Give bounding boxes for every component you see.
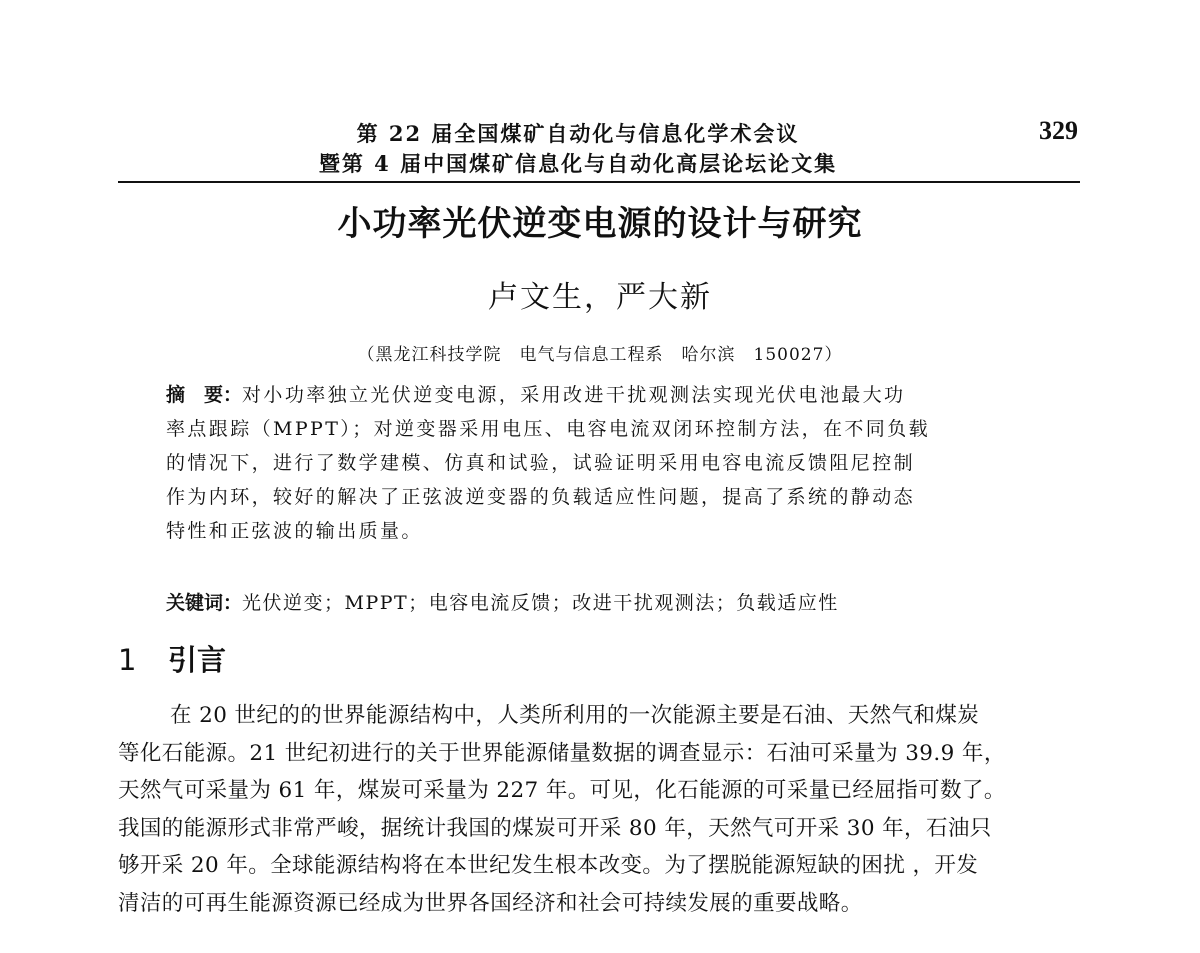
abstract-line: 的情况下，进行了数学建模、仿真和试验，试验证明采用电容电流反馈阻尼控制 [166, 452, 916, 474]
body-line: 在 20 世纪的的世界能源结构中，人类所利用的一次能源主要是石油、天然气和煤炭 [170, 703, 980, 728]
body-line: 天然气可采量为 61 年，煤炭可采量为 227 年。可见，化石能源的可采量已经屈指可数了。 [118, 778, 1006, 803]
body-line: 够开采 20 年。全球能源结构将在本世纪发生根本改变。为了摆脱能源短缺的困扰 ，开发 [118, 853, 979, 878]
keywords-label: 关键词： [166, 592, 243, 614]
abstract-label: 摘 要： [166, 384, 243, 406]
section-heading [118, 638, 226, 679]
abstract-line: 作为内环，较好的解决了正弦波逆变器的负载适应性问题，提高了系统的静动态 [166, 486, 916, 508]
abstract-line: 特性和正弦波的输出质量。 [166, 520, 423, 542]
conference-title-line2: 暨第 4 届中国煤矿信息化与自动化高层论坛论文集 [318, 151, 838, 176]
running-header [118, 112, 1078, 180]
page-number: 329 [1039, 116, 1078, 145]
header-divider [118, 181, 1080, 183]
body-line: 我国的能源形式非常严峻，据统计我国的煤炭可开采 80 年，天然气可开采 30 年，石油只 [118, 815, 992, 841]
abstract-line: 率点跟踪（MPPT）；对逆变器采用电压、电容电流双闭环控制方法，在不同负载 [166, 418, 930, 440]
body-paragraph [118, 697, 1080, 922]
conference-title-line1: 第 22 届全国煤矿自动化与信息化学术会议 [356, 121, 800, 146]
section-title: 引言 [168, 643, 227, 677]
keywords-text: 光伏逆变；MPPT；电容电流反馈；改进干扰观测法；负载适应性 [242, 592, 839, 614]
body-line: 清洁的可再生能源资源已经成为世界各国经济和社会可持续发展的重要战略。 [118, 890, 863, 916]
abstract-text: 对小功率独立光伏逆变电源，采用改进干扰观测法实现光伏电池最大功 [242, 384, 906, 406]
body-line: 等化石能源。21 世纪初进行的关于世界能源储量数据的调查显示：石油可采量为 39.9 年， [118, 740, 1006, 766]
abstract-line [166, 378, 1036, 412]
paper-title: 小功率光伏逆变电源的设计与研究 [337, 204, 863, 244]
paper-authors: 卢文生，严大新 [488, 280, 712, 315]
keywords-line [166, 586, 1036, 620]
abstract-block [166, 378, 1036, 548]
section-number: 1 [118, 643, 137, 677]
author-affiliation: （黑龙江科技学院 电气与信息工程系 哈尔滨 150027） [357, 345, 843, 365]
